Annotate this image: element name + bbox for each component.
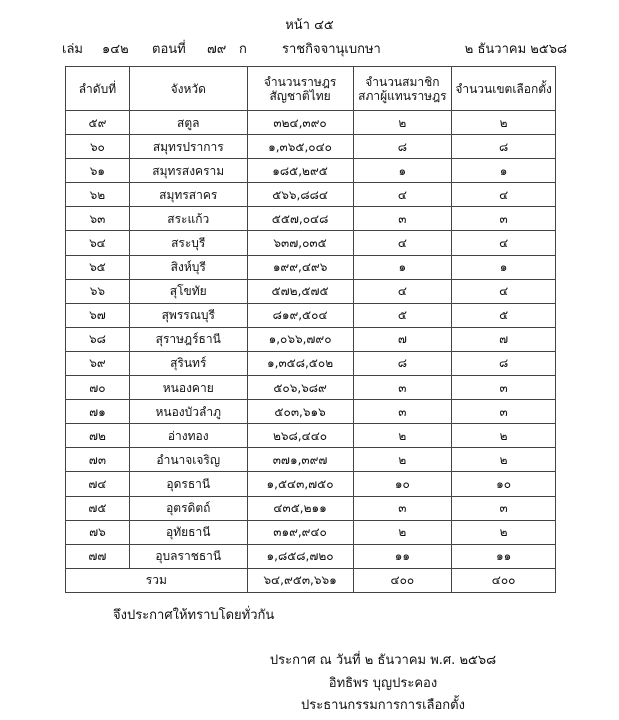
row-population: ๕๐๓,๖๑๖: [247, 400, 353, 424]
row-districts: ๓: [452, 207, 556, 231]
row-population: ๑,๓๕๘,๕๐๒: [247, 351, 353, 375]
row-population: ๔๓๕,๒๑๑: [247, 496, 353, 520]
table-row: [66, 472, 556, 496]
row-districts: ๑: [452, 159, 556, 183]
row-members: ๕: [353, 303, 452, 327]
row-districts: ๒: [452, 448, 556, 472]
province-table: [65, 66, 556, 593]
section-letter: ก: [239, 42, 247, 57]
row-order: ๖๒: [66, 183, 130, 207]
issue-date: ๒ ธันวาคม ๒๕๖๘: [464, 42, 567, 57]
row-order: ๖๑: [66, 159, 130, 183]
row-districts: ๘: [452, 135, 556, 159]
table-row: [66, 111, 556, 135]
row-members: ๓: [353, 207, 452, 231]
row-population: ๖๓๗,๐๓๕: [247, 231, 353, 255]
row-members: ๑๑: [353, 544, 452, 568]
row-province: สุโขทัย: [129, 279, 247, 303]
row-order: ๗๐: [66, 376, 130, 400]
row-order: ๕๙: [66, 111, 130, 135]
row-districts: ๒: [452, 424, 556, 448]
row-members: ๑: [353, 159, 452, 183]
table-row: [66, 279, 556, 303]
row-order: ๖๙: [66, 351, 130, 375]
row-population: ๘๑๙,๕๐๔: [247, 303, 353, 327]
table-row: [66, 135, 556, 159]
row-order: ๗๔: [66, 472, 130, 496]
row-members: ๒: [353, 520, 452, 544]
table-row: [66, 207, 556, 231]
row-members: ๑๐: [353, 472, 452, 496]
row-members: ๓: [353, 400, 452, 424]
table-row: [66, 496, 556, 520]
table-row: [66, 303, 556, 327]
row-districts: ๓: [452, 376, 556, 400]
signatory-title: ประธานกรรมการการเลือกตั้ง: [301, 698, 465, 713]
volume-number: ๑๔๒: [102, 42, 129, 57]
row-districts: ๔: [452, 231, 556, 255]
row-order: ๗๕: [66, 496, 130, 520]
volume-label: เล่ม: [62, 42, 83, 57]
column-header-members: จำนวนสมาชิก สภาผู้แทนราษฎร: [353, 67, 452, 111]
column-header-population: จำนวนราษฎร สัญชาติไทย: [247, 67, 353, 111]
row-population: ๑,๕๔๓,๗๕๐: [247, 472, 353, 496]
page-number: หน้า ๔๕: [285, 18, 334, 33]
row-province: อำนาจเจริญ: [129, 448, 247, 472]
row-members: ๗: [353, 327, 452, 351]
row-order: ๖๔: [66, 231, 130, 255]
row-order: ๗๑: [66, 400, 130, 424]
table-row: [66, 448, 556, 472]
table-body: [66, 111, 556, 569]
table-row: [66, 327, 556, 351]
row-province: อุทัยธานี: [129, 520, 247, 544]
row-members: ๓: [353, 376, 452, 400]
table-row: [66, 376, 556, 400]
row-members: ๔: [353, 279, 452, 303]
row-population: ๕๐๖,๖๘๙: [247, 376, 353, 400]
row-province: สุราษฎร์ธานี: [129, 327, 247, 351]
row-population: ๕๖๖,๘๘๔: [247, 183, 353, 207]
column-header-districts: จำนวนเขตเลือกตั้ง: [452, 67, 556, 111]
row-population: ๑๙๙,๔๙๖: [247, 255, 353, 279]
signatory-name: อิทธิพร บุญประคอง: [328, 676, 438, 691]
gazette-name: ราชกิจจานุเบกษา: [282, 42, 381, 57]
row-members: ๔: [353, 231, 452, 255]
table-row: [66, 544, 556, 568]
table-row: [66, 183, 556, 207]
row-population: ๕๕๗,๐๔๘: [247, 207, 353, 231]
row-population: ๒๖๘,๔๔๐: [247, 424, 353, 448]
row-districts: ๓: [452, 400, 556, 424]
row-districts: ๒: [452, 111, 556, 135]
row-order: ๖๐: [66, 135, 130, 159]
row-districts: ๕: [452, 303, 556, 327]
row-districts: ๔: [452, 183, 556, 207]
row-members: ๒: [353, 424, 452, 448]
row-districts: ๔: [452, 279, 556, 303]
table-row: [66, 255, 556, 279]
row-districts: ๓: [452, 496, 556, 520]
total-label: รวม: [66, 568, 248, 592]
row-province: สุพรรณบุรี: [129, 303, 247, 327]
row-population: ๕๗๒,๕๗๕: [247, 279, 353, 303]
row-province: สุรินทร์: [129, 351, 247, 375]
total-row: [66, 568, 556, 592]
row-province: อุบลราชธานี: [129, 544, 247, 568]
row-members: ๘: [353, 351, 452, 375]
table-row: [66, 424, 556, 448]
column-header-province: จังหวัด: [129, 67, 247, 111]
row-province: สมุทรปราการ: [129, 135, 247, 159]
table-row: [66, 231, 556, 255]
column-header-order: ลำดับที่: [66, 67, 130, 111]
gazette-header: [62, 38, 567, 56]
row-population: ๑๘๕,๒๙๕: [247, 159, 353, 183]
row-districts: ๑๐: [452, 472, 556, 496]
row-districts: ๘: [452, 351, 556, 375]
row-districts: ๑๑: [452, 544, 556, 568]
row-order: ๖๗: [66, 303, 130, 327]
table-row: [66, 520, 556, 544]
announcement-date-line: ประกาศ ณ วันที่ ๒ ธันวาคม พ.ศ. ๒๕๖๘: [269, 653, 497, 668]
total-districts: ๔๐๐: [452, 568, 556, 592]
row-order: ๗๖: [66, 520, 130, 544]
table-row: [66, 159, 556, 183]
row-order: ๗๗: [66, 544, 130, 568]
issue-number: ๗๙: [207, 42, 227, 57]
row-order: ๗๓: [66, 448, 130, 472]
row-province: อุตรดิตถ์: [129, 496, 247, 520]
table-header-row: [66, 67, 556, 111]
row-population: ๓๗๑,๓๙๗: [247, 448, 353, 472]
row-members: ๒: [353, 111, 452, 135]
row-province: สระแก้ว: [129, 207, 247, 231]
issue-label: ตอนที่: [152, 42, 186, 57]
row-members: ๒: [353, 448, 452, 472]
row-province: สตูล: [129, 111, 247, 135]
row-members: ๘: [353, 135, 452, 159]
row-province: สมุทรสงคราม: [129, 159, 247, 183]
row-population: ๑,๐๖๖,๗๙๐: [247, 327, 353, 351]
row-province: สิงห์บุรี: [129, 255, 247, 279]
row-order: ๖๕: [66, 255, 130, 279]
row-population: ๓๒๔,๓๙๐: [247, 111, 353, 135]
total-members: ๔๐๐: [353, 568, 452, 592]
closing-statement: จึงประกาศให้ทราบโดยทั่วกัน: [113, 608, 275, 623]
row-province: หนองคาย: [129, 376, 247, 400]
row-districts: ๒: [452, 520, 556, 544]
row-members: ๓: [353, 496, 452, 520]
row-members: ๑: [353, 255, 452, 279]
total-population: ๖๔,๙๕๓,๖๖๑: [247, 568, 353, 592]
row-province: อ่างทอง: [129, 424, 247, 448]
row-province: สมุทรสาคร: [129, 183, 247, 207]
table-row: [66, 351, 556, 375]
row-population: ๓๑๙,๙๔๐: [247, 520, 353, 544]
row-districts: ๗: [452, 327, 556, 351]
row-province: สระบุรี: [129, 231, 247, 255]
table-row: [66, 400, 556, 424]
row-province: อุดรธานี: [129, 472, 247, 496]
row-order: ๖๓: [66, 207, 130, 231]
row-members: ๔: [353, 183, 452, 207]
row-districts: ๑: [452, 255, 556, 279]
row-province: หนองบัวลำภู: [129, 400, 247, 424]
row-population: ๑,๓๖๕,๐๔๐: [247, 135, 353, 159]
row-order: ๖๖: [66, 279, 130, 303]
row-order: ๗๒: [66, 424, 130, 448]
row-population: ๑,๘๕๘,๗๒๐: [247, 544, 353, 568]
row-order: ๖๘: [66, 327, 130, 351]
